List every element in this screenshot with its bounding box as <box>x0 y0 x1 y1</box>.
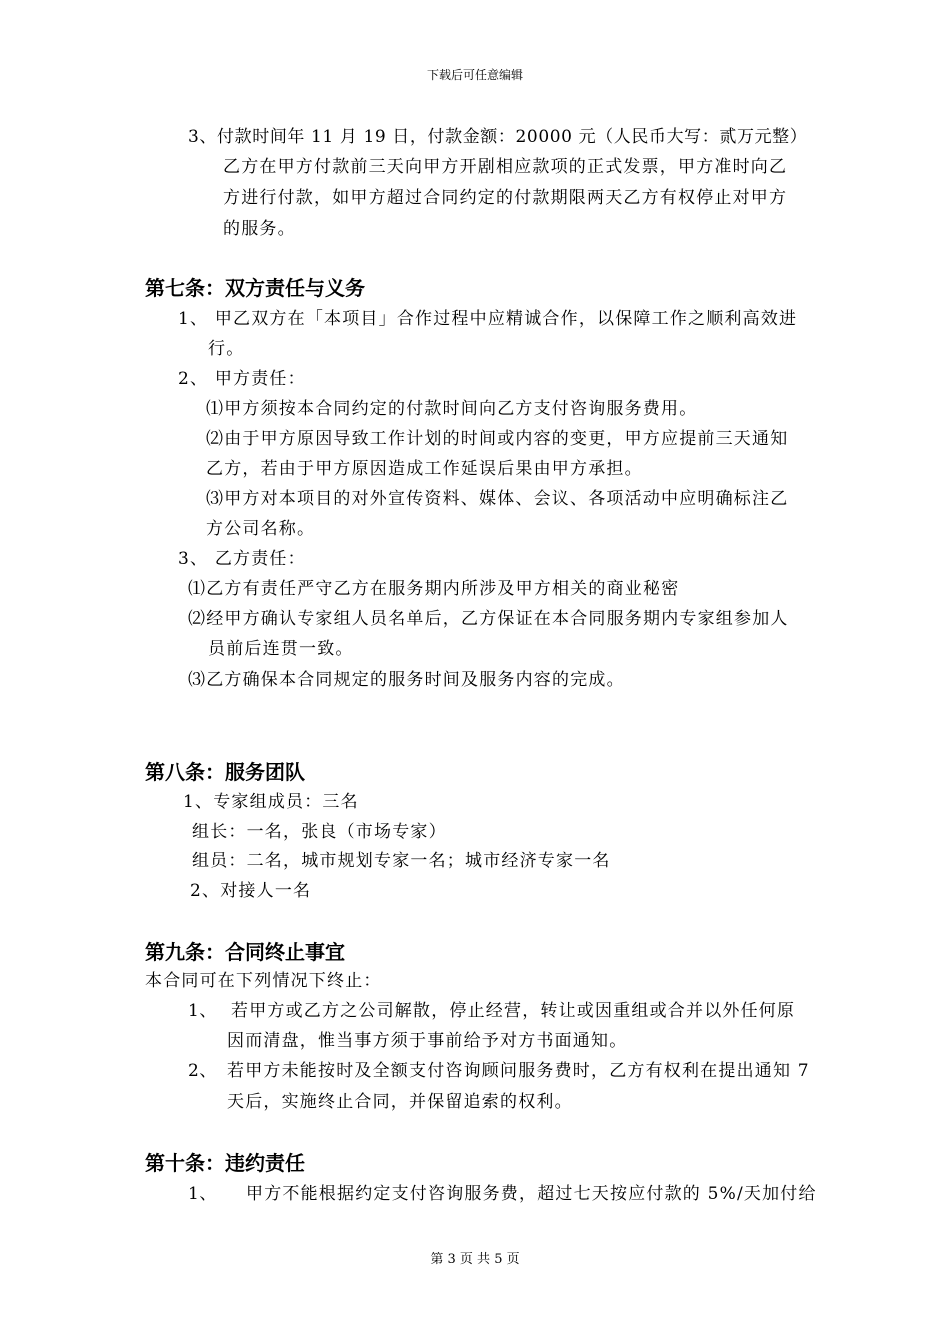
page-footer: 第 3 页 共 5 页 <box>430 1252 520 1267</box>
payment-item-3-line4: 的服务。 <box>223 219 296 239</box>
sec7-item2-3: ⑶甲方对本项目的对外宣传资料、媒体、会议、各项活动中应明确标注乙 <box>206 489 789 509</box>
sec7-item3: 3、 乙方责任： <box>178 549 306 569</box>
section-9-title: 第九条：合同终止事宜 <box>145 940 345 964</box>
sec7-item2: 2、 甲方责任： <box>178 369 306 389</box>
section-10-title: 第十条：违约责任 <box>145 1151 305 1175</box>
sec7-item2-3-line2: 方公司名称。 <box>206 519 316 539</box>
sec9-item2: 若甲方未能按时及全额支付咨询顾问服务费时，乙方有权利在提出通知 7 <box>227 1061 810 1081</box>
sec7-item2-2-line2: 乙方，若由于甲方原因造成工作延误后果由甲方承担。 <box>206 459 643 479</box>
sec7-item3-2: ⑵经甲方确认专家组人员名单后，乙方保证在本合同服务期内专家组参加人 <box>188 609 789 629</box>
sec9-intro: 本合同可在下列情况下终止： <box>145 971 382 991</box>
sec7-item3-1: ⑴乙方有责任严守乙方在服务期内所涉及甲方相关的商业秘密 <box>188 579 680 599</box>
sec8-item1: 1、专家组成员：三名 <box>183 792 359 812</box>
sec7-item1-line2: 行。 <box>208 339 245 359</box>
sec7-item2-2: ⑵由于甲方原因导致工作计划的时间或内容的变更，甲方应提前三天通知 <box>206 429 789 449</box>
sec9-item1-line2: 因而清盘，惟当事方须于事前给予对方书面通知。 <box>227 1031 628 1051</box>
sec8-members: 组员：二名，城市规划专家一名；城市经济专家一名 <box>192 851 611 871</box>
payment-item-3-line3: 方进行付款，如甲方超过合同约定的付款期限两天乙方有权停止对甲方 <box>223 188 788 208</box>
payment-item-3-line2: 乙方在甲方付款前三天向甲方开剧相应款项的正式发票，甲方准时向乙 <box>223 157 788 177</box>
sec7-item3-3: ⑶乙方确保本合同规定的服务时间及服务内容的完成。 <box>188 670 625 690</box>
sec9-item2-number: 2、 <box>188 1061 218 1081</box>
sec10-item1: 甲方不能根据约定支付咨询服务费，超过七天按应付款的 5%/天加付给 <box>246 1184 817 1204</box>
sec7-item1: 1、 甲乙双方在「本项目」合作过程中应精诚合作，以保障工作之顺利高效进 <box>178 309 798 329</box>
sec7-item2-1: ⑴甲方须按本合同约定的付款时间向乙方支付咨询服务费用。 <box>206 399 698 419</box>
sec9-item1-number: 1、 <box>188 1001 218 1021</box>
sec8-item2: 2、对接人一名 <box>190 881 312 901</box>
sec9-item1: 若甲方或乙方之公司解散，停止经营，转让或因重组或合并以外任何原 <box>231 1001 796 1021</box>
sec10-item1-number: 1、 <box>188 1184 218 1204</box>
sec9-item2-line2: 天后，实施终止合同，并保留追索的权利。 <box>227 1092 573 1112</box>
section-8-title: 第八条：服务团队 <box>145 760 305 784</box>
section-7-title: 第七条：双方责任与义务 <box>145 276 365 300</box>
sec8-leader: 组长：一名，张良（市场专家） <box>192 822 447 842</box>
payment-item-3: 3、付款时间年 11 月 19 日，付款金额：20000 元（人民币大写：贰万元整） <box>188 127 808 147</box>
sec7-item3-2-line2: 员前后连贯一致。 <box>208 639 354 659</box>
page-header: 下载后可任意编辑 <box>426 68 523 82</box>
